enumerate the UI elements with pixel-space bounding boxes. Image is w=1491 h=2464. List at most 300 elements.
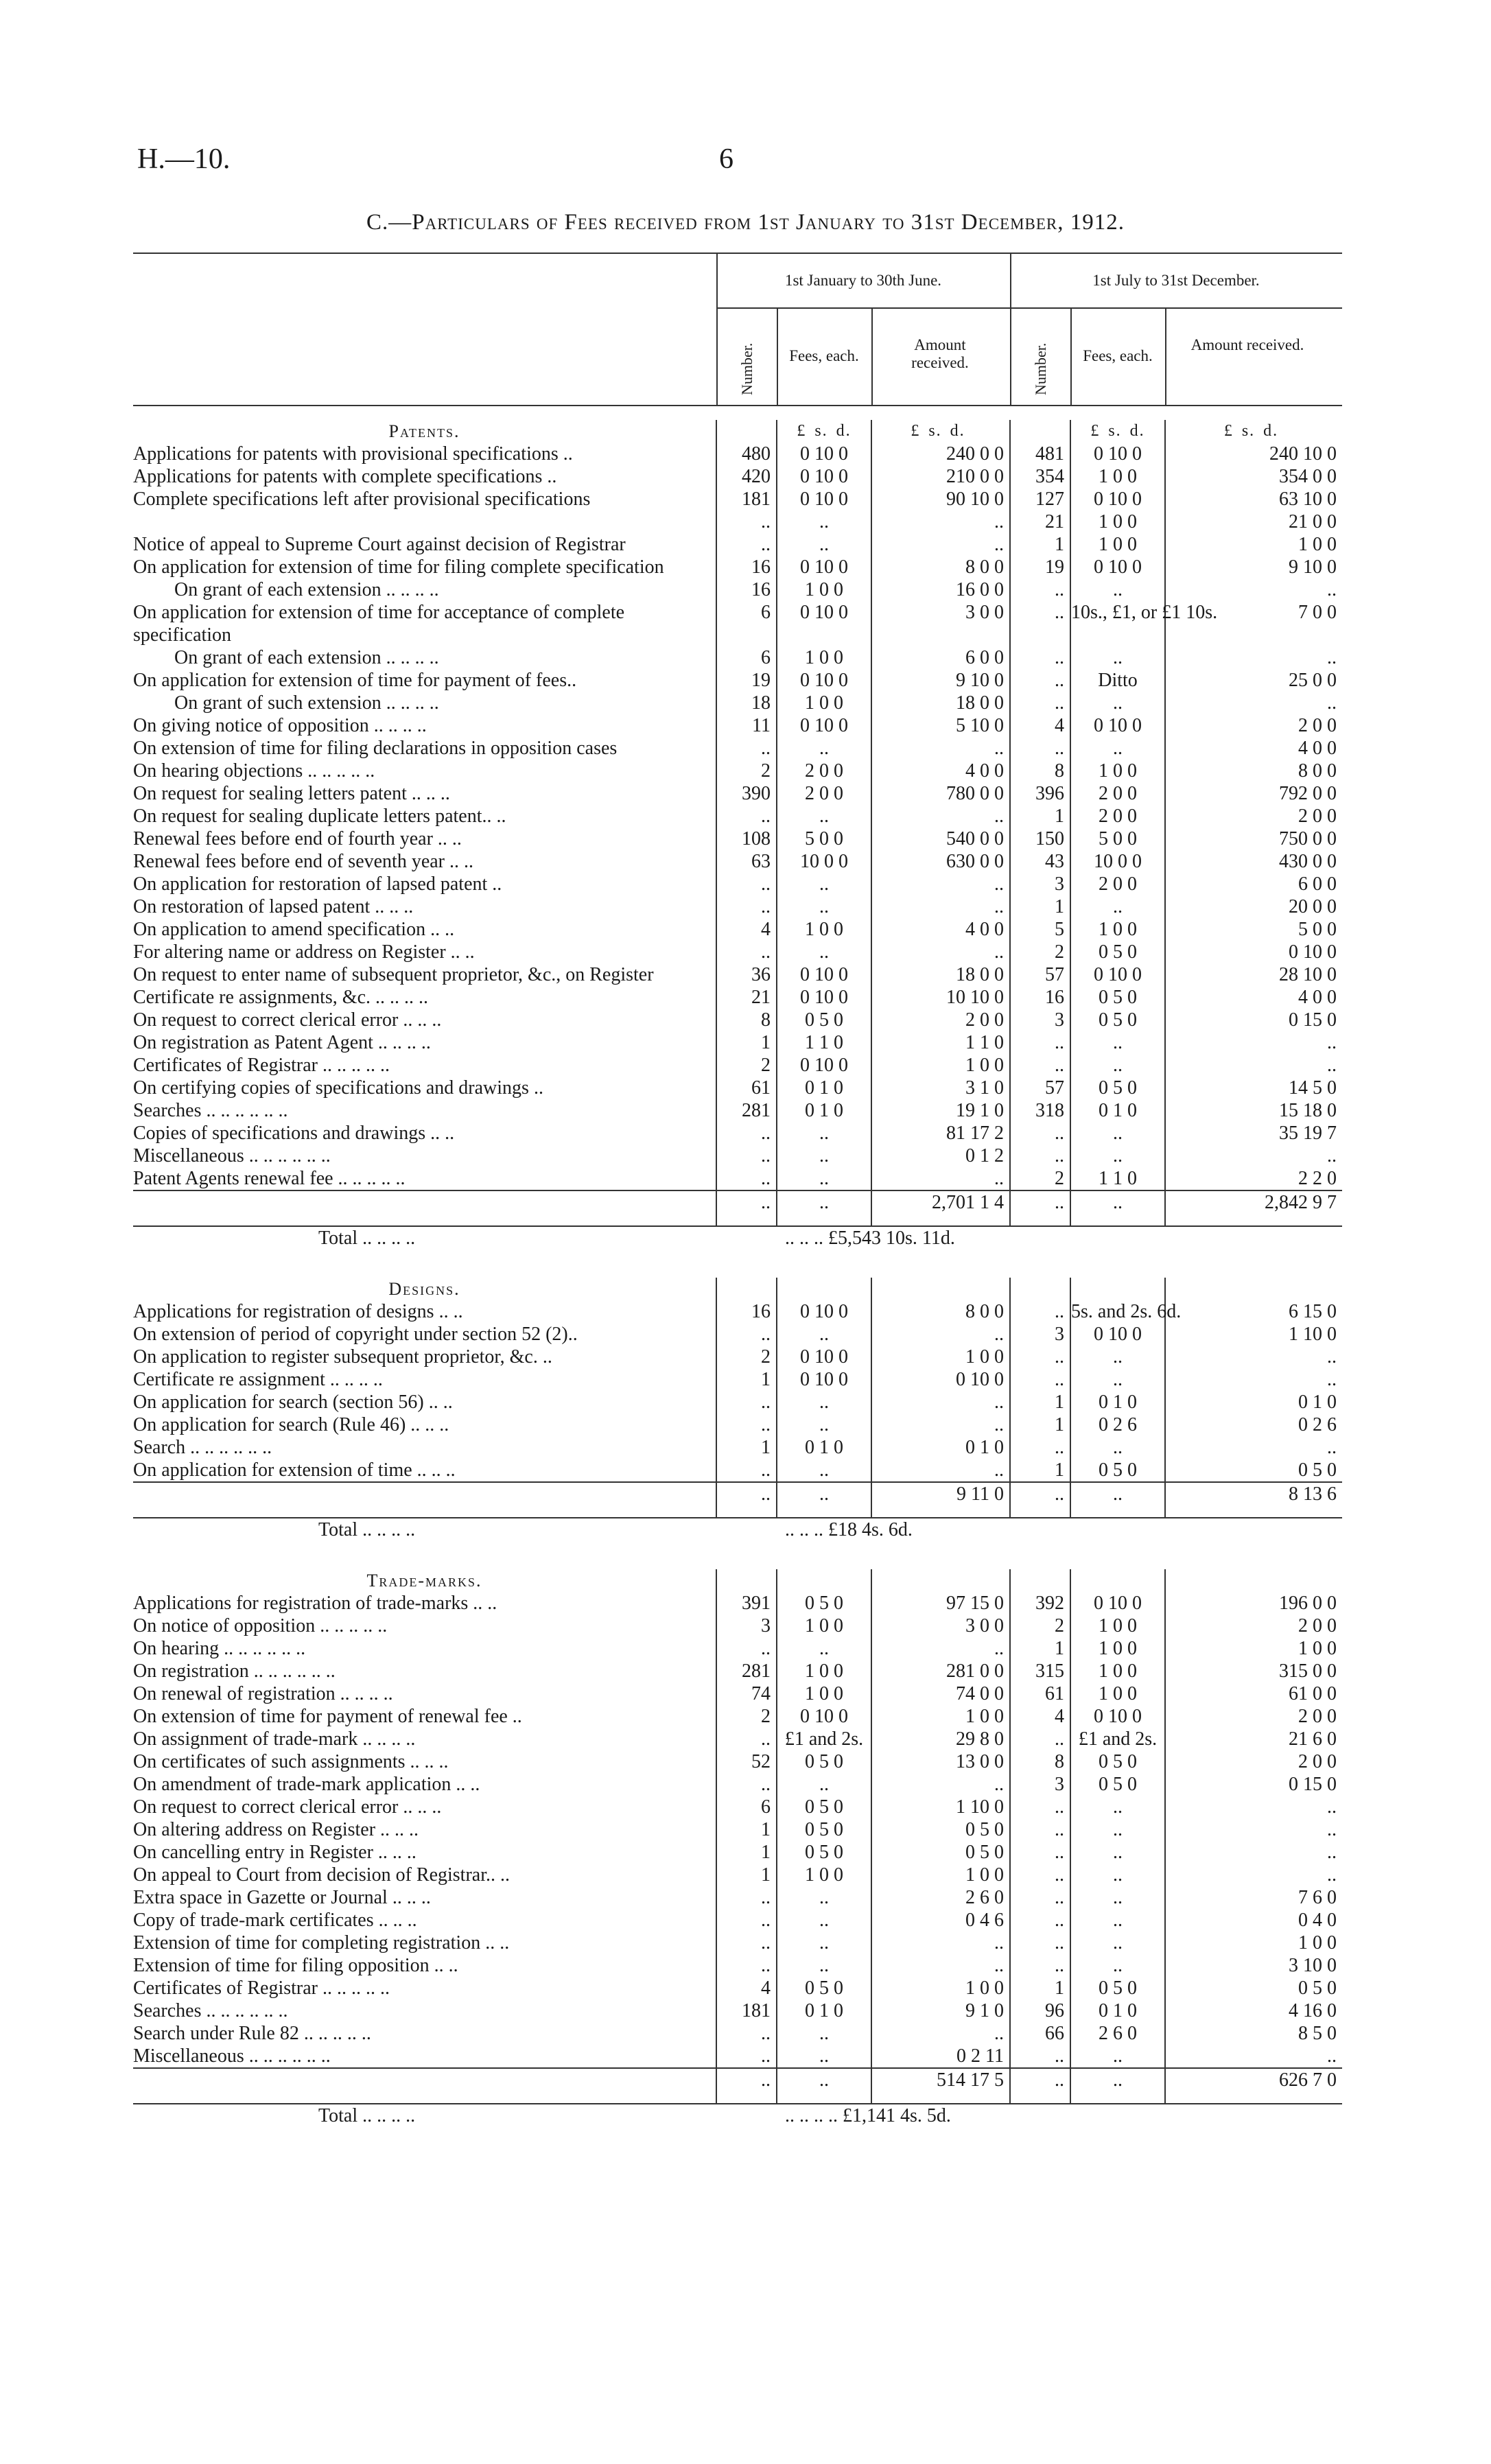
table-row [133,443,1342,465]
fee-h2: 2 0 0 [1070,782,1165,805]
empty-cell [777,1278,871,1300]
number-h2: .. [1010,1841,1070,1864]
unit-pounds: £ [1223,422,1234,440]
fee-h1: 0 10 0 [777,986,871,1009]
fee-h2: 0 1 0 [1070,1099,1165,1122]
empty-cell: .. [1010,2068,1070,2104]
amount-h1: 2 0 0 [871,1009,1010,1031]
row-label: On grant of each extension .. .. .. .. [174,579,439,600]
unit-pounds: £ [1090,422,1101,440]
number-h2: .. [1010,1909,1070,1932]
amount-h1: 1 1 0 [871,1031,1010,1054]
fee-h1: .. [777,1909,871,1932]
row-label: Applications for registration of trade-marks .. .. [133,1593,497,1614]
amount-h1: 240 0 0 [871,443,1010,465]
amount-h2: .. [1165,1346,1342,1368]
number-h2: 21 [1010,511,1070,533]
amount-h2: 2 0 0 [1165,805,1342,828]
amount-h2: .. [1165,1368,1342,1391]
section-heading: Trade-marks. [366,1571,482,1591]
fee-h2: .. [1070,1932,1165,1954]
amount-h2: 7 6 0 [1165,1886,1342,1909]
amount-h1: .. [871,1167,1010,1190]
fee-h1: .. [777,895,871,918]
fee-h2: 5s. and 2s. 6d. [1071,1301,1182,1322]
number-h1: .. [716,805,777,828]
page-number: 6 [719,143,733,175]
number-h1: 1 [716,1841,777,1864]
fee-h1: 0 10 0 [777,465,871,488]
empty-cell: .. [716,1190,777,1226]
amount-h1: 0 4 6 [871,1909,1010,1932]
number-heading: Number. [1032,342,1049,395]
table-row [133,918,1342,941]
amount-h1: 29 8 0 [871,1728,1010,1750]
amount-h2: 4 0 0 [1165,737,1342,760]
number-h1: 74 [716,1682,777,1705]
fee-h1: 1 0 0 [777,646,871,669]
fee-h2: .. [1070,1031,1165,1054]
table-row [133,556,1342,578]
fee-h1: 0 10 0 [777,1300,871,1323]
number-h1: .. [716,1167,777,1190]
amount-h2: 0 15 0 [1165,1773,1342,1796]
row-label: Applications for registration of designs .. .. [133,1301,463,1322]
table-row [133,1122,1342,1145]
fee-h1: 0 5 0 [777,1796,871,1818]
table-row [133,1436,1342,1459]
fee-h1: .. [777,1954,871,1977]
total-row [133,1518,1342,1569]
amount-h1: 281 0 0 [871,1660,1010,1682]
fees-each-heading: Fees, each. [789,347,859,364]
subtotal-h1: 514 17 5 [871,2068,1010,2104]
number-h2: .. [1010,1818,1070,1841]
total-label: Total .. .. .. .. [318,2105,416,2126]
row-label: On registration .. .. .. .. .. .. [133,1661,336,1682]
amount-h2: .. [1165,1796,1342,1818]
amount-h2: 4 16 0 [1165,1999,1342,2022]
amount-h1: 3 1 0 [871,1077,1010,1099]
fee-h1: 0 5 0 [777,1592,871,1615]
amount-h2: .. [1165,2045,1342,2068]
number-h1: .. [716,1637,777,1660]
fee-h1: 0 10 0 [777,963,871,986]
subtotal-h2: 626 7 0 [1165,2068,1342,2104]
number-h2: .. [1010,2045,1070,2068]
period-2-heading: 1st July to 31st December. [1092,272,1260,289]
unit-pence: d. [950,422,965,440]
number-h1: .. [716,1932,777,1954]
number-h2: .. [1010,1300,1070,1323]
fee-h1: 0 10 0 [777,556,871,578]
number-h2: .. [1010,1932,1070,1954]
amount-h1: 0 5 0 [871,1841,1010,1864]
number-h1: 2 [716,760,777,782]
row-label: Copies of specifications and drawings .. .. [133,1123,455,1144]
amount-h2: .. [1165,692,1342,714]
number-h2: 392 [1010,1592,1070,1615]
amount-received-heading: Amount received. [1190,336,1304,353]
fee-h2: .. [1070,1954,1165,1977]
number-h2: 1 [1010,1977,1070,1999]
unit-pounds: £ [911,422,921,440]
number-h2: .. [1010,737,1070,760]
amount-h2: 14 5 0 [1165,1077,1342,1099]
fee-h1: .. [777,1459,871,1482]
table-row [133,1615,1342,1637]
amount-h1: .. [871,895,1010,918]
unit-pence: d. [836,422,852,440]
amount-h2: 0 10 0 [1165,941,1342,963]
unit-pence: d. [1129,422,1145,440]
fee-h2: .. [1070,2045,1165,2068]
fee-h2: .. [1070,1796,1165,1818]
fee-h1: .. [777,1413,871,1436]
number-h1: 2 [716,1054,777,1077]
row-label: Copy of trade-mark certificates .. .. .. [133,1910,417,1931]
fee-h1: .. [777,1167,871,1190]
fee-h2: 0 10 0 [1070,556,1165,578]
amount-h2: .. [1165,1145,1342,1167]
row-label: On cancelling entry in Register .. .. .. [133,1842,416,1863]
number-h1: 2 [716,1705,777,1728]
table-row [133,1077,1342,1099]
table-row [133,1459,1342,1482]
number-h2: 1 [1010,1413,1070,1436]
row-label: On request to enter name of subsequent proprietor, &c., on Register [133,964,654,985]
table-row [133,1054,1342,1077]
number-h1: 391 [716,1592,777,1615]
amount-h1: 90 10 0 [871,488,1010,511]
number-h1: 2 [716,1346,777,1368]
table-row [133,895,1342,918]
row-label: On registration as Patent Agent .. .. .. .. [133,1032,431,1053]
row-label [133,511,716,533]
table-row [133,1368,1342,1391]
number-h1: 16 [716,578,777,601]
fee-h2: 0 10 0 [1070,443,1165,465]
number-h2: .. [1010,1368,1070,1391]
fee-h1: 0 5 0 [777,1818,871,1841]
number-h2: .. [1010,1436,1070,1459]
fee-h2: 0 10 0 [1070,1705,1165,1728]
number-h1: 21 [716,986,777,1009]
table-row [133,760,1342,782]
number-h2: 3 [1010,873,1070,895]
fee-h1: .. [777,2045,871,2068]
number-h1: .. [716,1391,777,1413]
fee-h2: 1 0 0 [1070,1682,1165,1705]
fee-h2: .. [1070,1054,1165,1077]
empty-cell: .. [1070,1482,1165,1518]
empty-cell [1010,1278,1070,1300]
number-h2: 4 [1010,714,1070,737]
empty-cell: .. [1070,1190,1165,1226]
number-h2: .. [1010,1346,1070,1368]
fee-h1: .. [777,511,871,533]
amount-h2: 61 0 0 [1165,1682,1342,1705]
fee-h1: 0 1 0 [777,1999,871,2022]
number-h2: 5 [1010,918,1070,941]
amount-h2: 0 15 0 [1165,1009,1342,1031]
number-h2: 3 [1010,1773,1070,1796]
row-label: Extension of time for completing registration .. .. [133,1932,510,1953]
row-label: On grant of each extension .. .. .. .. [174,647,439,668]
number-h1: .. [716,2045,777,2068]
number-h2: 150 [1010,828,1070,850]
amount-h2: 20 0 0 [1165,895,1342,918]
number-h2: 481 [1010,443,1070,465]
fee-h2: 1 0 0 [1070,465,1165,488]
amount-h2: 0 4 0 [1165,1909,1342,1932]
row-label: On application for restoration of lapsed patent .. [133,873,502,895]
amount-h2: .. [1165,1436,1342,1459]
amount-h1: 74 0 0 [871,1682,1010,1705]
amount-h1: .. [871,1637,1010,1660]
number-h2: 2 [1010,1167,1070,1190]
row-label: Searches .. .. .. .. .. .. [133,1100,288,1121]
table-row [133,692,1342,714]
section-heading-row [133,1278,1342,1300]
fee-h2: .. [1070,1346,1165,1368]
amount-h2: 25 0 0 [1165,669,1342,692]
fee-h1: .. [777,1932,871,1954]
amount-h2: 0 5 0 [1165,1977,1342,1999]
amount-h1: .. [871,1932,1010,1954]
number-h2: 96 [1010,1999,1070,2022]
fee-h2: 5 0 0 [1070,828,1165,850]
number-h2: 66 [1010,2022,1070,2045]
table-row [133,2022,1342,2045]
subtotal-h1: 2,701 1 4 [871,1190,1010,1226]
number-h1: 390 [716,782,777,805]
amount-h1: 1 0 0 [871,1864,1010,1886]
fee-h1: .. [777,737,871,760]
number-h1: 480 [716,443,777,465]
fee-h2: .. [1070,692,1165,714]
total-label: Total .. .. .. .. [318,1519,416,1540]
table-row [133,1818,1342,1841]
period-rule [716,307,1342,309]
number-h2: 8 [1010,760,1070,782]
number-h2: 1 [1010,895,1070,918]
number-h1: .. [716,1145,777,1167]
amount-h1: 8 0 0 [871,1300,1010,1323]
fee-h2: 0 5 0 [1070,1977,1165,1999]
fee-h1: 0 10 0 [777,714,871,737]
amount-h2: 7 0 0 [1165,601,1342,646]
number-h2: .. [1010,669,1070,692]
table-row [133,465,1342,488]
amount-h1: .. [871,2022,1010,2045]
fee-h2: 1 0 0 [1070,1660,1165,1682]
amount-h2: 1 0 0 [1165,1932,1342,1954]
unit-shillings: s. [814,422,828,440]
amount-h2: 21 0 0 [1165,511,1342,533]
currency-units [716,420,777,443]
empty-cell: .. [777,2068,871,2104]
fee-h1: .. [777,941,871,963]
amount-h2: 15 18 0 [1165,1099,1342,1122]
empty-cell: .. [1010,1190,1070,1226]
row-label: On application for extension of time .. .. .. [133,1459,456,1481]
amount-h1: .. [871,533,1010,556]
fee-h1: .. [777,1145,871,1167]
fee-h1: 1 0 0 [777,1682,871,1705]
table-row [133,1167,1342,1190]
table-row [133,2045,1342,2068]
table-row [133,1796,1342,1818]
number-h1: .. [716,1909,777,1932]
row-label: On request for sealing letters patent .. .. .. [133,783,450,804]
row-label: On application for search (section 56) .. .. [133,1392,453,1413]
fees-table [133,420,1342,2155]
row-label: On extension of period of copyright under section 52 (2).. [133,1324,578,1345]
row-label: On grant of such extension .. .. .. .. [174,692,439,714]
table-row [133,714,1342,737]
number-h2: .. [1010,1122,1070,1145]
amount-h2: 6 15 0 [1165,1300,1342,1323]
amount-h1: 8 0 0 [871,556,1010,578]
unit-shillings: s. [928,422,942,440]
amount-h1: .. [871,805,1010,828]
amount-h2: 28 10 0 [1165,963,1342,986]
table-row [133,1031,1342,1054]
number-h2: 1 [1010,805,1070,828]
amount-h1: 780 0 0 [871,782,1010,805]
row-label: On certificates of such assignments .. .. .. [133,1751,449,1772]
fee-h2: .. [1070,578,1165,601]
fee-h1: .. [777,1773,871,1796]
number-h1: .. [716,1886,777,1909]
number-h2: 2 [1010,1615,1070,1637]
table-row [133,1413,1342,1436]
amount-h2: 1 10 0 [1165,1323,1342,1346]
amount-h2: .. [1165,1054,1342,1077]
number-h1: .. [716,533,777,556]
amount-h2: 5 0 0 [1165,918,1342,941]
amount-h2: 2 0 0 [1165,1705,1342,1728]
amount-h1: 4 0 0 [871,918,1010,941]
fee-h1: 2 0 0 [777,782,871,805]
row-label: Search under Rule 82 .. .. .. .. .. [133,2023,371,2044]
table-row [133,1323,1342,1346]
fee-h2: .. [1070,1841,1165,1864]
subtotal-h2: 2,842 9 7 [1165,1190,1342,1226]
fee-h2: 0 1 0 [1070,1999,1165,2022]
row-label: On extension of time for filing declarations in opposition cases [133,738,618,759]
empty-cell [133,1190,716,1226]
amount-h1: 9 1 0 [871,1999,1010,2022]
fee-h1: 0 10 0 [777,669,871,692]
row-label: On request to correct clerical error .. .. .. [133,1009,442,1031]
row-label: On notice of opposition .. .. .. .. .. [133,1615,388,1636]
fee-h2: .. [1070,737,1165,760]
header-divider [1165,307,1166,406]
fee-h2: 10 0 0 [1070,850,1165,873]
amount-h1: 13 0 0 [871,1750,1010,1773]
number-h1: .. [716,1459,777,1482]
amount-h2: 792 0 0 [1165,782,1342,805]
section-heading: Patents. [388,421,460,441]
fee-h2: 0 5 0 [1070,941,1165,963]
fees-each-heading: Fees, each. [1083,347,1153,364]
number-h1: .. [716,2022,777,2045]
row-label: Miscellaneous .. .. .. .. .. .. [133,2045,331,2067]
amount-h1: 0 1 0 [871,1436,1010,1459]
top-rule [133,253,1342,254]
fee-h1: .. [777,2022,871,2045]
total-value: .. .. .. £5,543 10s. 11d. [785,1228,955,1249]
table-row [133,737,1342,760]
row-label: Searches .. .. .. .. .. .. [133,2000,288,2021]
table-row [133,1909,1342,1932]
amount-h1: 97 15 0 [871,1592,1010,1615]
subtotal-row [133,1482,1342,1518]
empty-cell [133,2068,716,2104]
subtotal-row [133,2068,1342,2104]
header-divider [871,307,873,406]
number-h1: 6 [716,601,777,646]
fee-h2: .. [1070,646,1165,669]
number-h2: 8 [1010,1750,1070,1773]
number-h2: 61 [1010,1682,1070,1705]
fee-h1: 0 5 0 [777,1750,871,1773]
amount-h2: 0 5 0 [1165,1459,1342,1482]
fee-h2: 0 5 0 [1070,1773,1165,1796]
fee-h1: 1 1 0 [777,1031,871,1054]
table-row [133,1977,1342,1999]
fee-h1: 0 5 0 [777,1841,871,1864]
amount-h2: 1 0 0 [1165,1637,1342,1660]
number-h2: 19 [1010,556,1070,578]
number-h1: 4 [716,1977,777,1999]
amount-h1: 16 0 0 [871,578,1010,601]
row-label: Certificates of Registrar .. .. .. .. .. [133,1055,390,1076]
number-h1: .. [716,1954,777,1977]
amount-h2: 1 0 0 [1165,533,1342,556]
fee-h2: 0 10 0 [1070,963,1165,986]
row-label: On hearing objections .. .. .. .. .. [133,760,375,782]
fee-h1: 0 1 0 [777,1436,871,1459]
table-row [133,1145,1342,1167]
row-label: On application for extension of time for acceptance of complete specification [133,602,625,646]
number-h1: 61 [716,1077,777,1099]
fee-h1: 10 0 0 [777,850,871,873]
fee-h1: 1 0 0 [777,1615,871,1637]
number-h1: 3 [716,1615,777,1637]
amount-h1: 3 0 0 [871,601,1010,646]
number-h1: 281 [716,1099,777,1122]
amount-h2: 8 5 0 [1165,2022,1342,2045]
number-h1: 1 [716,1818,777,1841]
amount-h1: 18 0 0 [871,692,1010,714]
table-row [133,1841,1342,1864]
fee-h1: 0 1 0 [777,1099,871,1122]
amount-h2: .. [1165,1818,1342,1841]
amount-h2: 0 1 0 [1165,1391,1342,1413]
fee-h2: .. [1070,1368,1165,1391]
fee-h1: 2 0 0 [777,760,871,782]
empty-cell [1165,1278,1342,1300]
row-label: On extension of time for payment of renewal fee .. [133,1706,522,1727]
row-label: Extra space in Gazette or Journal .. .. .. [133,1887,431,1908]
number-h2: .. [1010,1728,1070,1750]
fee-h2: 0 5 0 [1070,1009,1165,1031]
number-h2: 127 [1010,488,1070,511]
fee-h1: 0 5 0 [777,1009,871,1031]
